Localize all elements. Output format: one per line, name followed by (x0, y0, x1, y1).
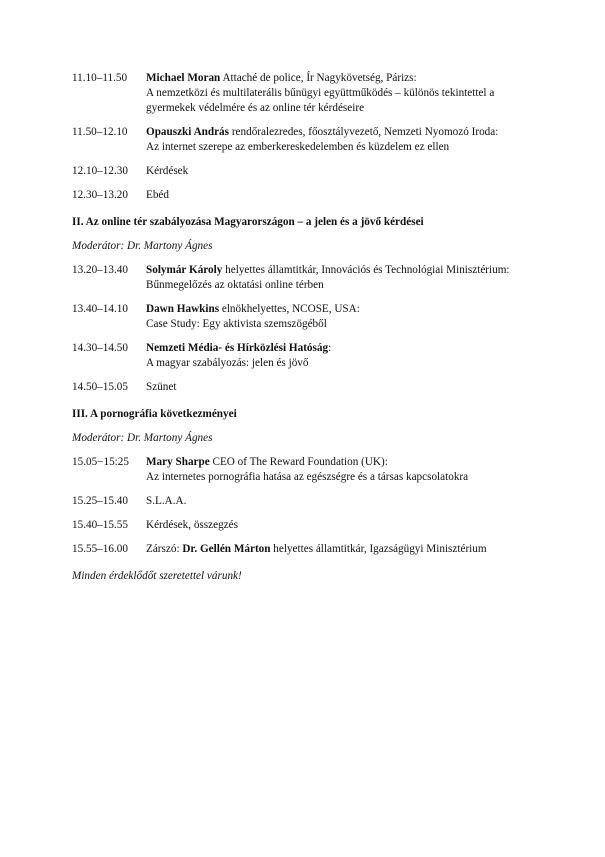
talk-topic: A nemzetközi és multilaterális bűnügyi együttműködés – különös tekintettel a (146, 87, 495, 99)
speaker-role: helyettes államtitkár, Innovációs és Technológiai Minisztérium: (222, 264, 510, 276)
item-text: Kérdések, összegzés (146, 519, 238, 531)
speaker-role: elnökhelyettes, NCOSE, USA: (219, 303, 360, 315)
item-text: S.L.A.A. (146, 495, 187, 507)
program-item (72, 188, 552, 203)
speaker-name: Nemzeti Média- és Hírközlési Hatóság (146, 342, 329, 354)
item-time: 15.55–16.00 (72, 543, 128, 555)
speaker-role: Attaché de police, Ír Nagykövetség, Párizs: (220, 72, 417, 84)
speaker-name: Solymár Károly (146, 264, 223, 276)
item-time: 15.05−15:25 (72, 456, 129, 468)
program-item (72, 341, 552, 371)
speaker-role: rendőralezredes, főosztályvezető, Nemzeti Nyomozó Iroda: (229, 126, 499, 138)
section-title: II. Az online tér szabályozása Magyarországon – a jelen és a jövő kérdései (72, 216, 424, 228)
program-item (72, 263, 552, 293)
speaker-name: Mary Sharpe (146, 456, 210, 468)
item-body (146, 302, 552, 332)
item-text: Ebéd (146, 189, 169, 201)
program-item (72, 518, 552, 533)
program-item (72, 455, 552, 485)
talk-topic: gyermekek védelmére és az online tér kérdéseire (146, 102, 365, 114)
program-item (72, 494, 552, 509)
speaker-name: Dr. Gellén Márton (182, 543, 271, 555)
talk-topic: A magyar szabályozás: jelen és jövő (146, 357, 309, 369)
item-body (146, 71, 552, 116)
speaker-role: helyettes államtitkár, Igazságügyi Minisztérium (270, 543, 487, 555)
item-text: Kérdések (146, 165, 189, 177)
program-item (72, 125, 552, 155)
speaker-role: : (328, 342, 332, 354)
program-item (72, 164, 552, 179)
speaker-name: Michael Moran (146, 72, 221, 84)
item-text: Szünet (146, 381, 177, 393)
talk-topic: Az internet szerepe az emberkereskedelemben és küzdelem ez ellen (146, 141, 450, 153)
program-content (72, 71, 552, 584)
item-body (146, 542, 552, 557)
program-item (72, 302, 552, 332)
moderator-line: Moderátor: Dr. Martony Ágnes (72, 432, 213, 444)
closing-remarks-label: Zárszó: (146, 543, 183, 555)
program-item (72, 542, 552, 557)
item-body (146, 125, 552, 155)
item-body (146, 455, 552, 485)
talk-topic: Case Study: Egy aktivista szemszögéből (146, 318, 327, 330)
item-time: 15.40–15.55 (72, 519, 128, 531)
item-time: 15.25–15.40 (72, 495, 128, 507)
talk-topic: Az internetes pornográfia hatása az egészségre és a társas kapcsolatokra (146, 471, 469, 483)
speaker-name: Opauszki András (146, 126, 230, 138)
talk-topic: Bűnmegelőzés az oktatási online térben (146, 279, 324, 291)
speaker-role: CEO of The Reward Foundation (UK): (209, 456, 388, 468)
moderator-line: Moderátor: Dr. Martony Ágnes (72, 240, 213, 252)
item-time: 11.50–12.10 (72, 126, 128, 138)
item-body (146, 341, 552, 371)
program-item (72, 380, 552, 395)
item-time: 13.20–13.40 (72, 264, 128, 276)
item-time: 12.10–12.30 (72, 165, 128, 177)
item-time: 14.30–14.50 (72, 342, 128, 354)
program-item (72, 71, 552, 116)
item-time: 12.30–13.20 (72, 189, 128, 201)
closing-invitation: Minden érdeklődőt szeretettel várunk! (72, 570, 242, 582)
item-time: 13.40–14.10 (72, 303, 128, 315)
speaker-name: Dawn Hawkins (146, 303, 220, 315)
item-time: 14.50–15.05 (72, 381, 128, 393)
section-title: III. A pornográfia következményei (72, 408, 237, 420)
item-body (146, 263, 552, 293)
item-time: 11.10–11.50 (72, 72, 128, 84)
